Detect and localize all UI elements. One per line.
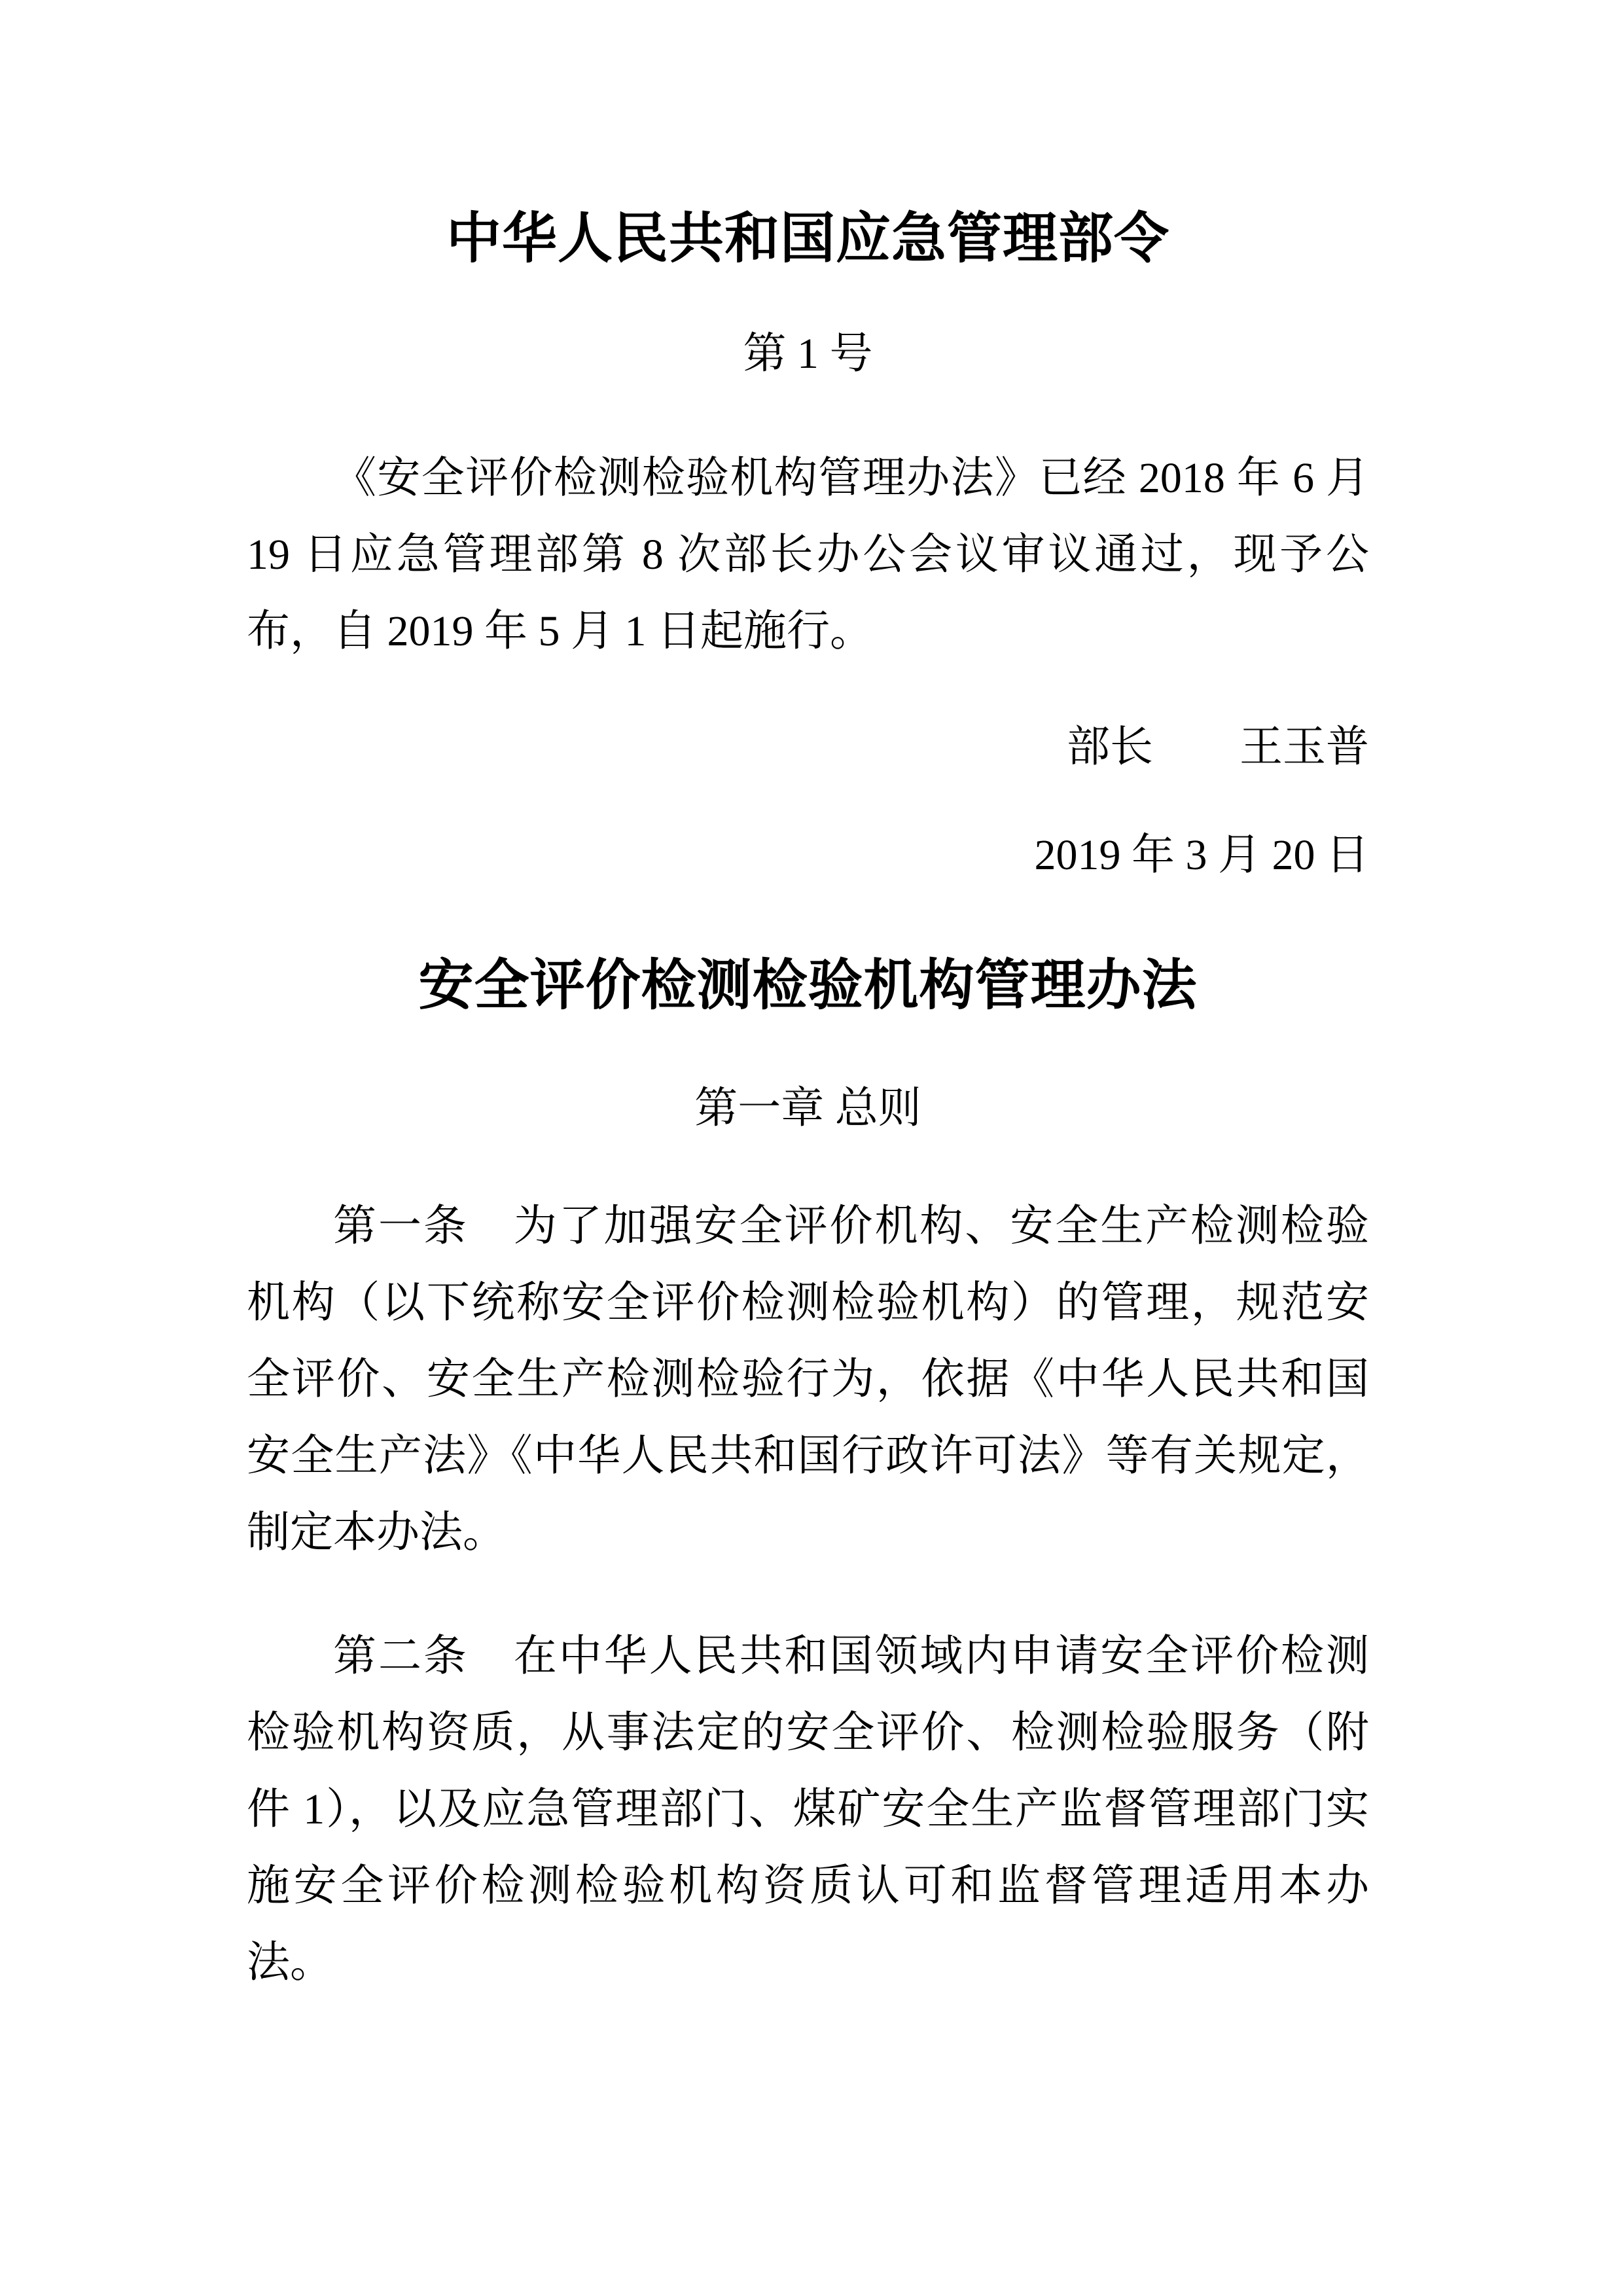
signature-line: 部长 王玉普 bbox=[1067, 723, 1369, 771]
article-1-paragraph: 第一条 为了加强安全评价机构、安全生产检测检验机构（以下统称安全评价检测检验机构）的管理，规范安全评价、安全生产检测检验行为，依据《中华人民共和国安全生产法》《中华人民共和国行政许可法》等有关规定，制定本办法。 bbox=[247, 1202, 1369, 1556]
article-2-paragraph: 第二条 在中华人民共和国领域内申请安全评价检测检验机构资质，从事法定的安全评价、检测检验服务（附件 1），以及应急管理部门、煤矿安全生产监督管理部门实施安全评价检测检验机构资质认可和监督管理适用本办法。 bbox=[247, 1632, 1369, 1986]
order-number: 第 1 号 bbox=[743, 330, 873, 378]
announcement-paragraph: 《安全评价检测检验机构管理办法》已经 2018 年 6 月 19 日应急管理部第 8 次部长办公会议审议通过，现予公布，自 2019 年 5 月 1 日起施行。 bbox=[247, 454, 1369, 655]
chapter-heading: 第一章 总则 bbox=[694, 1085, 921, 1132]
date-line: 2019 年 3 月 20 日 bbox=[1034, 831, 1369, 879]
regulation-title: 安全评价检测检验机构管理办法 bbox=[418, 956, 1198, 1016]
ministry-order-title: 中华人民共和国应急管理部令 bbox=[446, 209, 1169, 270]
